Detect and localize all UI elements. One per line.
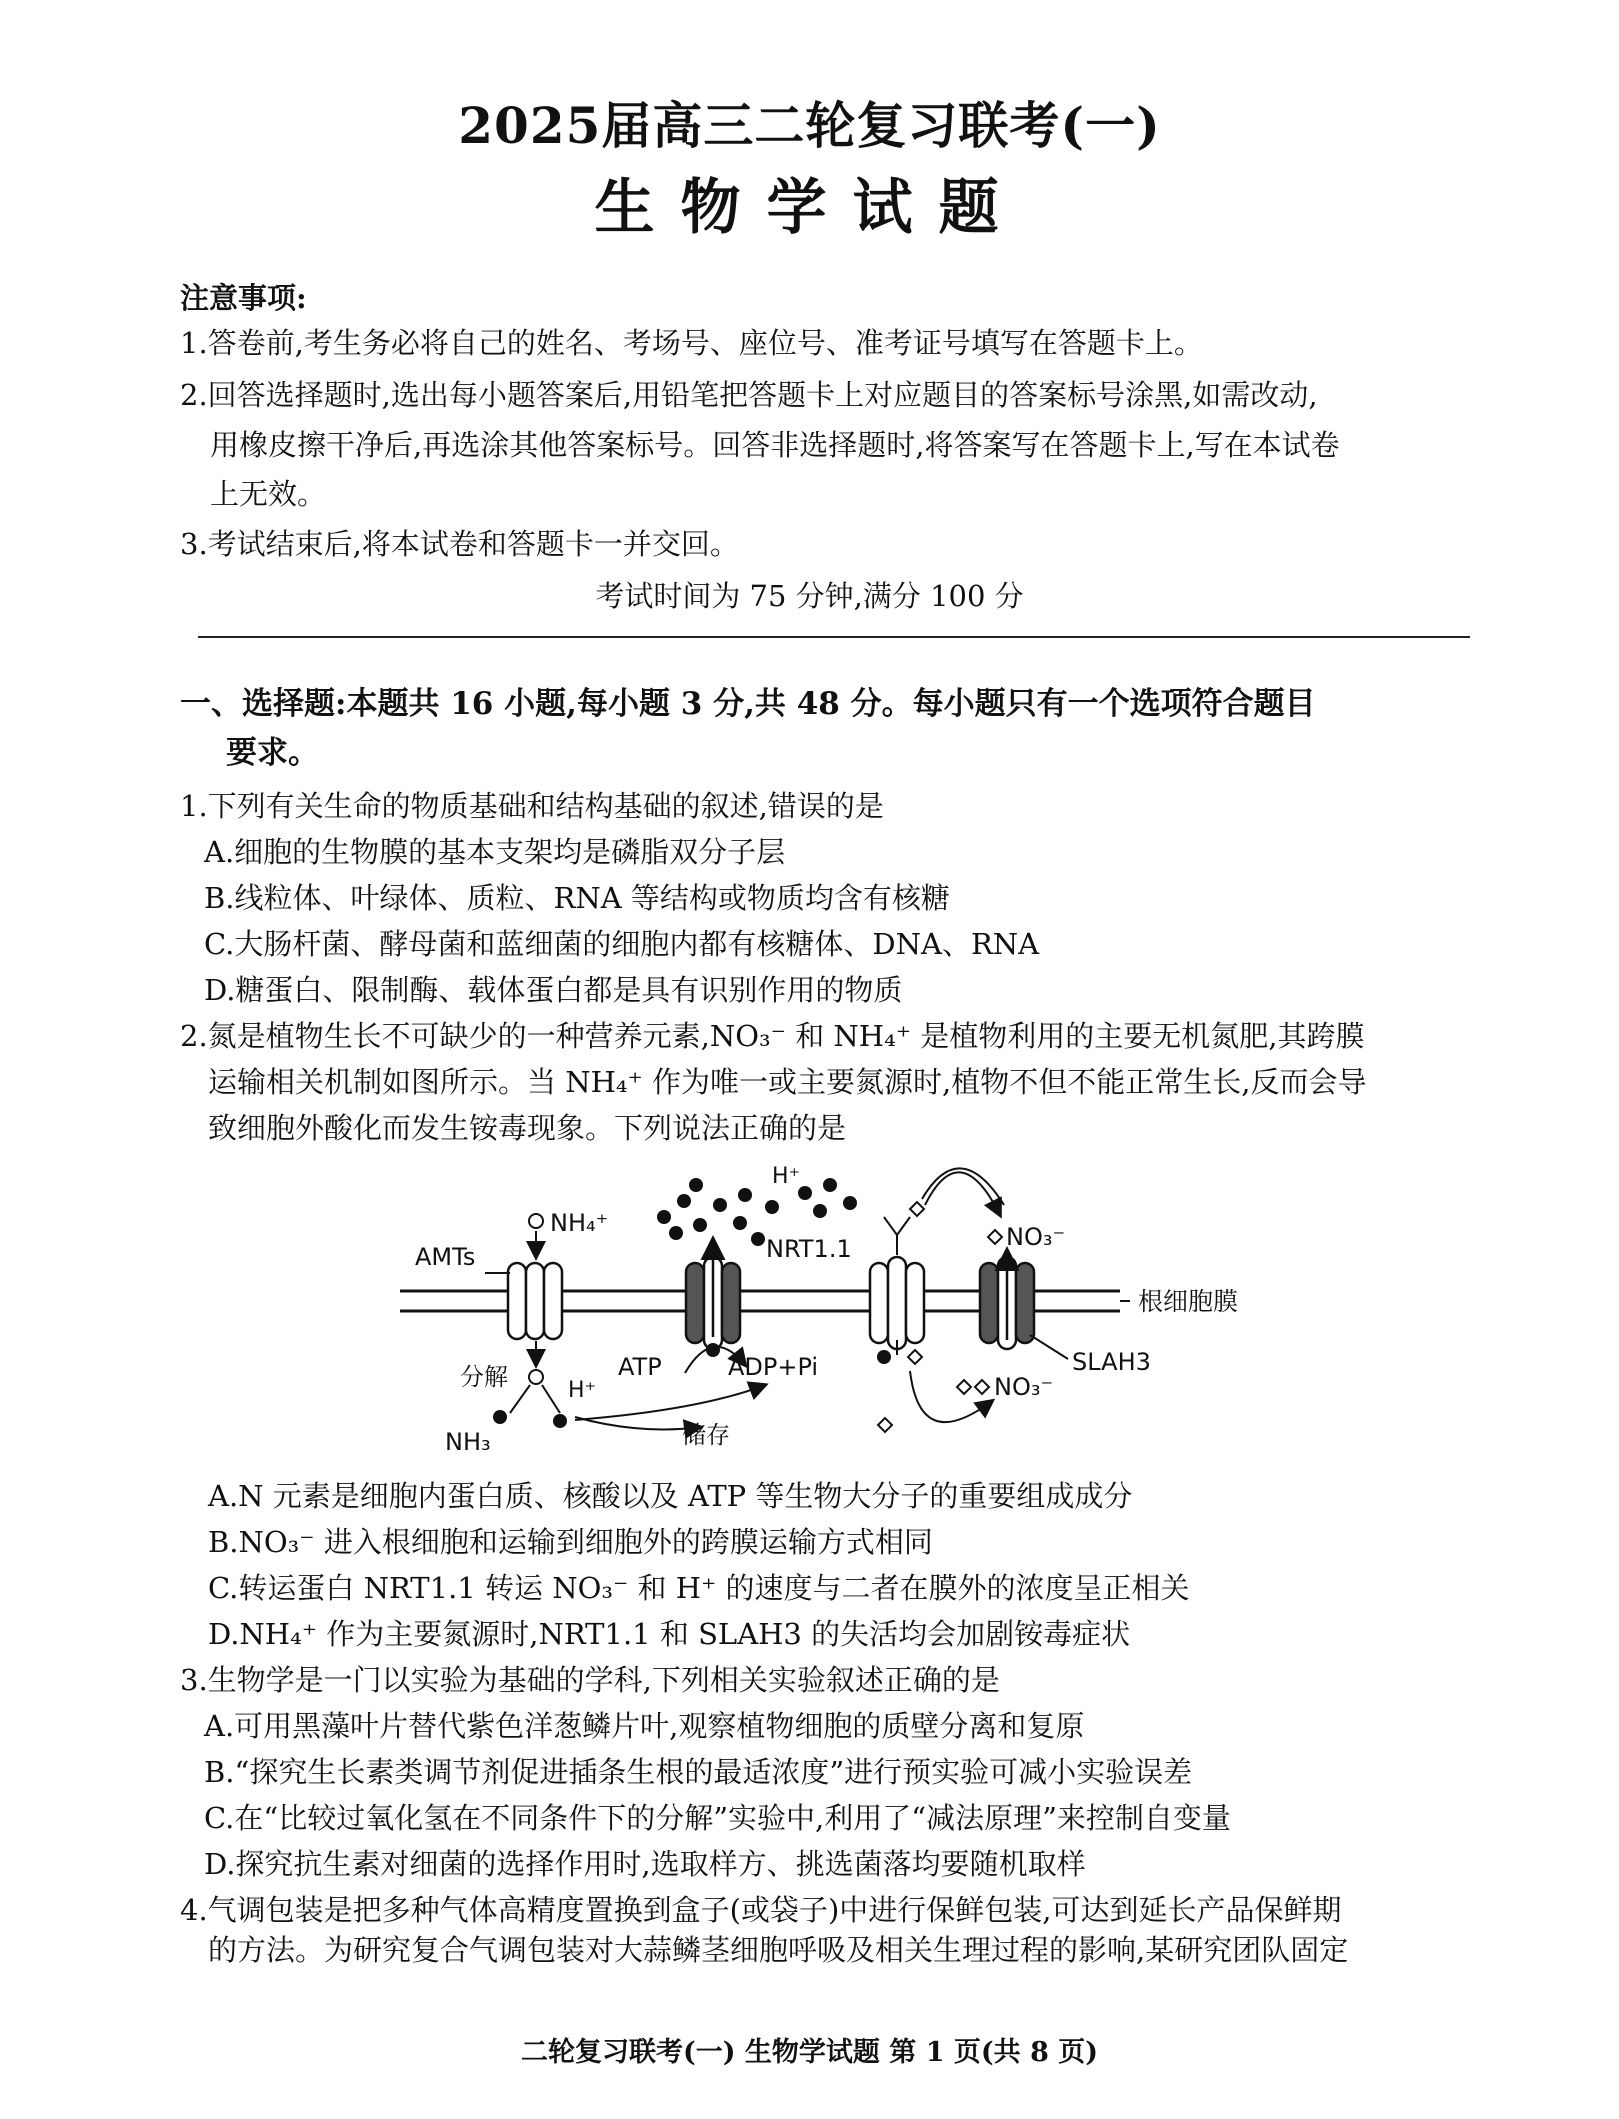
q4-stem-cont: 的方法。为研究复合气调包装对大蒜鳞茎细胞呼吸及相关生理过程的影响,某研究团队固定 (208, 1933, 1349, 1967)
transport-diagram (400, 1145, 1280, 1475)
nh3-label: NH₃ (445, 1428, 491, 1456)
notice-item-3: 3.考试结束后,将本试卷和答题卡一并交回。 (180, 527, 739, 561)
nrt-label: NRT1.1 (766, 1235, 852, 1263)
exam-info: 考试时间为 75 分钟,满分 100 分 (595, 579, 1024, 613)
q1-stem: 1.下列有关生命的物质基础和结构基础的叙述,错误的是 (180, 789, 884, 823)
storage-label: 储存 (682, 1421, 730, 1449)
exam-title: 2025届高三二轮复习联考(一) (458, 96, 1161, 155)
q2-option-a: A.N 元素是细胞内蛋白质、核酸以及 ATP 等生物大分子的重要组成成分 (208, 1479, 1133, 1513)
q2-stem-cont2: 致细胞外酸化而发生铵毒现象。下列说法正确的是 (208, 1111, 847, 1145)
q1-option-a: A.细胞的生物膜的基本支架均是磷脂双分子层 (204, 835, 786, 869)
q3-option-d: D.探究抗生素对细菌的选择作用时,选取样方、挑选菌落均要随机取样 (204, 1847, 1086, 1881)
q2-stem: 2.氮是植物生长不可缺少的一种营养元素,NO₃⁻ 和 NH₄⁺ 是植物利用的主要无机氮肥,其跨膜 (180, 1019, 1365, 1053)
q4-stem: 4.气调包装是把多种气体高精度置换到盒子(或袋子)中进行保鲜包装,可达到延长产品保鲜期 (180, 1893, 1342, 1927)
no3-top-label: NO₃⁻ (1006, 1223, 1066, 1251)
h-plus-bottom-label: H⁺ (568, 1378, 597, 1403)
h-plus-top-label: H⁺ (772, 1164, 801, 1189)
divider (198, 636, 1470, 638)
nrt-transporter (870, 1257, 924, 1349)
adp-label: ADP+Pi (728, 1353, 819, 1381)
q3-option-b: B.“探究生长素类调节剂促进插条生根的最适浓度”进行预实验可减小实验误差 (204, 1755, 1193, 1789)
q3-option-c: C.在“比较过氧化氢在不同条件下的分解”实验中,利用了“减法原理”来控制自变量 (204, 1801, 1231, 1835)
subject-title: 生物学试题 (594, 173, 1025, 243)
q2-option-b: B.NO₃⁻ 进入根细胞和运输到细胞外的跨膜运输方式相同 (208, 1525, 933, 1559)
decompose-label: 分解 (460, 1363, 508, 1391)
notice-heading: 注意事项: (180, 281, 307, 315)
membrane-label: 根细胞膜 (1138, 1287, 1239, 1316)
amts-label: AMTs (415, 1243, 476, 1271)
no3-bottom-label: NO₃⁻ (994, 1373, 1054, 1401)
nh4-top-label: NH₄⁺ (550, 1209, 609, 1237)
notice-item-2-cont2: 上无效。 (210, 477, 327, 511)
q2-stem-cont: 运输相关机制如图所示。当 NH₄⁺ 作为唯一或主要氮源时,植物不但不能正常生长,反而会导 (208, 1065, 1367, 1099)
q2-option-d: D.NH₄⁺ 作为主要氮源时,NRT1.1 和 SLAH3 的失活均会加剧铵毒症状 (208, 1617, 1131, 1651)
q3-stem: 3.生物学是一门以实验为基础的学科,下列相关实验叙述正确的是 (180, 1663, 1000, 1697)
q2-option-c: C.转运蛋白 NRT1.1 转运 NO₃⁻ 和 H⁺ 的速度与二者在膜外的浓度呈正相关 (208, 1571, 1190, 1605)
q1-option-b: B.线粒体、叶绿体、质粒、RNA 等结构或物质均含有核糖 (204, 881, 950, 915)
amts-channel (508, 1263, 562, 1339)
q1-option-c: C.大肠杆菌、酵母菌和蓝细菌的细胞内都有核糖体、DNA、RNA (204, 927, 1040, 961)
atp-label: ATP (618, 1353, 662, 1381)
notice-item-2: 2.回答选择题时,选出每小题答案后,用铅笔把答题卡上对应题目的答案标号涂黑,如需改动, (180, 378, 1318, 412)
page-footer: 二轮复习联考(一) 生物学试题 第 1 页(共 8 页) (520, 2037, 1099, 2068)
slah3-label: SLAH3 (1072, 1348, 1151, 1376)
q3-option-a: A.可用黑藻叶片替代紫色洋葱鳞片叶,观察植物细胞的质壁分离和复原 (204, 1709, 1085, 1743)
notice-item-2-cont: 用橡皮擦干净后,再选涂其他答案标号。回答非选择题时,将答案写在答题卡上,写在本试卷 (210, 428, 1340, 462)
q1-option-d: D.糖蛋白、限制酶、载体蛋白都是具有识别作用的物质 (204, 973, 903, 1007)
notice-item-1: 1.答卷前,考生务必将自己的姓名、考场号、座位号、准考证号填写在答题卡上。 (180, 326, 1203, 360)
section-heading: 一、选择题:本题共 16 小题,每小题 3 分,共 48 分。每小题只有一个选项符合题目 (180, 686, 1316, 722)
section-heading-cont: 要求。 (226, 735, 319, 771)
